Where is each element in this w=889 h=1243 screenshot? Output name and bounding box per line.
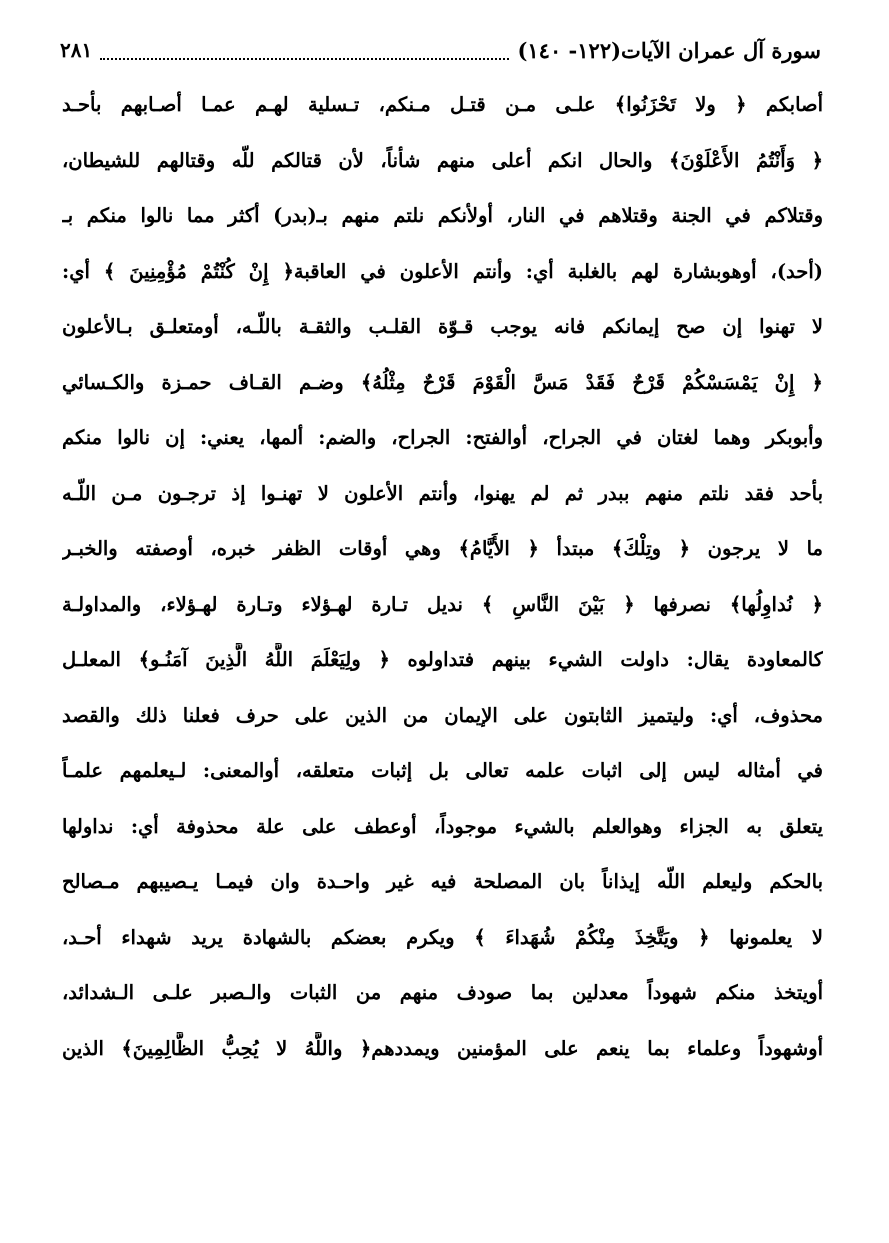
text-line: (أحد)، أوهوبشارة لهم بالغلبة أي: وأنتم الأعلون في العاقبة﴿ إِنْ كُنْتُمْ مُؤْمِنِينَ ﴾ أي: bbox=[62, 259, 823, 283]
text-line: ﴿ وَأَنْتُمُ الأَعْلَوْنَ﴾ والحال انكم أعلى منهم شأناً، لأن قتالكم للّه وقتالهم للشيطان، bbox=[62, 148, 823, 172]
text-line: في أمثاله ليس إلى اثبات علمه تعالى بل إثبات متعلقه، أوالمعنى: لـيعلمهم علمـاً bbox=[62, 759, 823, 782]
text-line: يتعلق به الجزاء وهوالعلم بالشيء موجوداً، أوعطف على علة محذوفة أي: نداولها bbox=[62, 814, 823, 838]
text-line: بأحد فقد نلتم منهم ببدر ثم لم يهنوا، وأنتم الأعلون لا تهنـوا إذ ترجـون مـن اللّـه bbox=[62, 481, 823, 505]
text-line: بالحكم وليعلم اللّه إيذاناً بان المصلحة فيه غير واحـدة وان فيمـا يـصيبهم مـصالح bbox=[62, 870, 823, 893]
text-line: كالمعاودة يقال: داولت الشيء بينهم فتداولوه ﴿ ولِيَعْلَمَ اللَّهُ الَّذِينَ آمَنُـو﴾ المعلـل bbox=[62, 648, 823, 671]
body-text bbox=[62, 88, 823, 1087]
text-line: وأبوبكر وهما لغتان في الجراح، أوالفتح: الجراح، والضم: ألمها، يعني: إن نالوا منكم bbox=[62, 426, 823, 449]
dotted-leader bbox=[100, 40, 509, 60]
text-line: ﴿ إِنْ يَمْسَسْكُمْ قَرْحٌ فَقَدْ مَسَّ الْقَوْمَ قَرْحٌ مِثْلُهُ﴾ وضـم القـاف حمـزة والكـسائي bbox=[62, 370, 823, 394]
text-line: ما لا يرجون ﴿ وتِلْكَ﴾ مبتدأ ﴿ الأَيَّامُ﴾ وهي أوقات الظفر خبره، أوصفته والخبـر bbox=[62, 537, 823, 560]
text-line: أصابكم ﴿ ولا تَحْزَنُوا﴾ علـى مـن قتـل مـنكم، تـسلية لهـم عمـا أصـابهم بأحـد bbox=[62, 93, 823, 116]
page-header bbox=[60, 30, 821, 70]
text-line: لا تهنوا إن صح إيمانكم فانه يوجب قـوّة القلـب والثقـة باللّـه، أومتعلـق بـالأعلون bbox=[62, 315, 823, 338]
text-line: محذوف، أي: وليتميز الثابتون على الإيمان من الذين على حرف فعلنا ذلك والقصد bbox=[62, 703, 823, 727]
text-line: لا يعلمونها ﴿ ويَتَّخِذَ مِنْكُمْ شُهَداءَ ﴾ ويكرم بعضكم بالشهادة يريد شهداء أحـد، bbox=[62, 925, 823, 949]
text-line: أوشهوداً وعلماء بما ينعم على المؤمنين ويمددهم﴿ واللَّهُ لا يُحِبُّ الظَّالِمِينَ﴾ الذين bbox=[62, 1036, 823, 1060]
text-line: وقتلاكم في الجنة وقتلاهم في النار، أولأنكم نلتم منهم بـ(بدر) أكثر مما نالوا منكم بـ bbox=[62, 204, 823, 227]
text-line: ﴿ نُداوِلُها﴾ نصرفها ﴿ بَيْنَ النَّاسِ ﴾ نديل تـارة لهـؤلاء وتـارة لهـؤلاء، والمداولـة bbox=[62, 592, 823, 616]
surah-heading: سورة آل عمران الآيات(١٢٢- ١٤٠) bbox=[517, 37, 821, 63]
text-line: أويتخذ منكم شهوداً معدلين بما صودف منهم من الثبات والـصبر علـى الـشدائد، bbox=[62, 981, 823, 1004]
page-number: ٢٨١ bbox=[60, 38, 93, 62]
